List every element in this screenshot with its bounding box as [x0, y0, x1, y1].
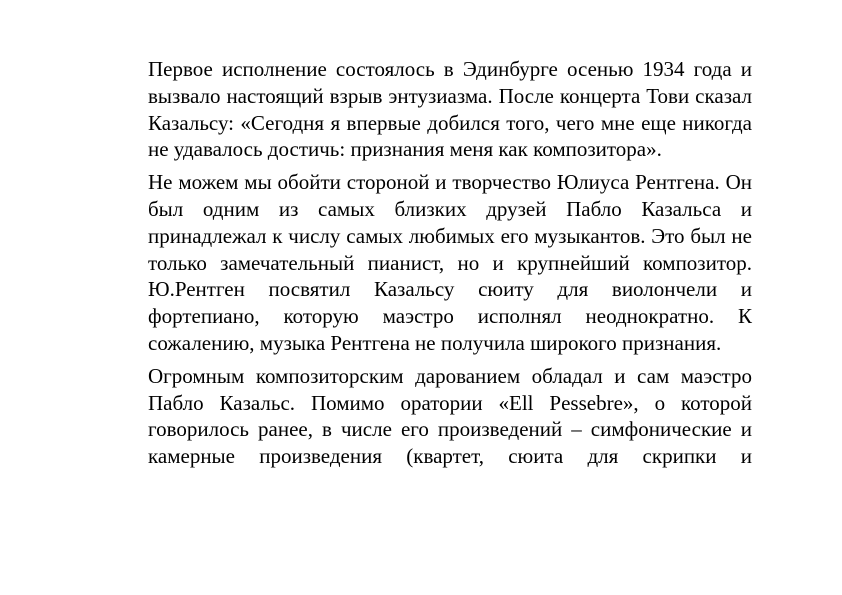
- paragraph-casals-compositions: Огромным композиторским дарованием обладал и сам маэстро Пабло Казальс. Помимо оратории «Ell Pessebre», о которой говорилось ранее, в числе его произведений – симфонические и камерные произведения (квартет, сюита для скрипки и: [148, 363, 752, 469]
- paragraph-premiere: Первое исполнение состоялось в Эдинбурге осенью 1934 года и вызвало настоящий взрыв энтузиазма. После концерта Тови сказал Казальсу: «Сегодня я впервые добился того, чего мне еще никогда не удавалось достичь: признания меня как композитора».: [148, 57, 752, 162]
- document-body: [148, 56, 752, 503]
- paragraph-roentgen: Не можем мы обойти стороной и творчество Юлиуса Рентгена. Он был одним из самых близких друзей Пабло Казальса и принадлежал к числу самых любимых его музыкантов. Это был не только замечательный пианист, но и крупнейший композитор. Ю.Рентген посвятил Казальсу сюиту для виолончели и фортепиано, которую маэстро исполнял неоднократно. К сожалению, музыка Рентгена не получила широкого признания.: [148, 170, 752, 355]
